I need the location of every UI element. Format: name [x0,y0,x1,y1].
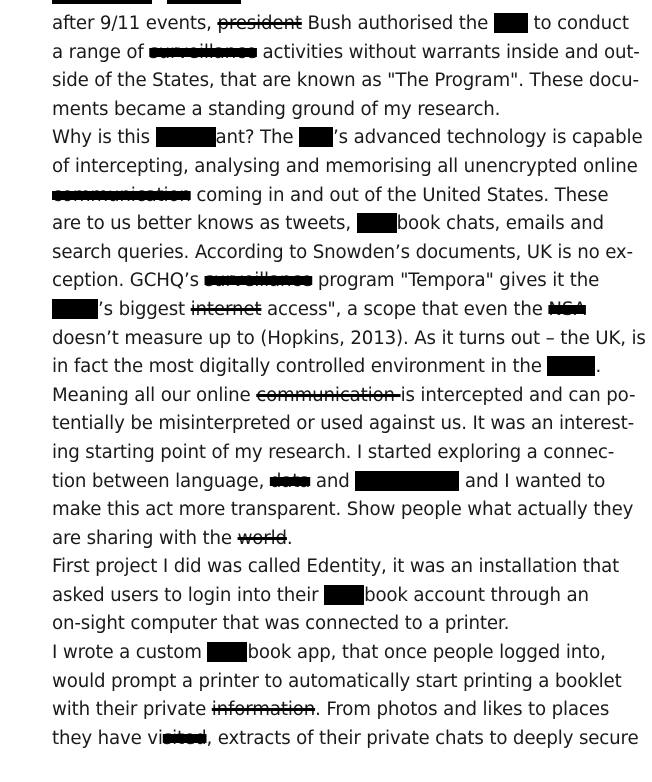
text-line [52,39,640,68]
clipped-previous-line [52,0,612,4]
text-run: . [595,356,602,378]
text-run: First project I did was called Edentity, it was an installation that [52,556,620,578]
redaction-bar [52,0,152,4]
text-run: access", a scope that even the [261,298,549,320]
text-run: ments became a standing ground of my research. [52,98,501,120]
text-line [52,725,639,754]
text-run: would prompt a printer to automatically start printing a booklet [52,670,622,692]
text-run: ’s biggest [98,298,191,320]
text-run: are sharing with the [52,527,238,549]
text-line [52,696,622,725]
redaction-bar [357,213,397,233]
struck-word: world [237,527,287,549]
text-line [52,153,638,182]
text-line [52,439,622,468]
redaction-bar [324,585,364,605]
text-line [52,267,622,296]
text-run: they have vi [52,727,163,749]
text-run: tentially be misinterpreted or used against us. It was an interest- [52,413,634,435]
struck-word: president [217,13,302,34]
text-run: Bush authorised the [301,13,494,34]
text-run: book app, that once people logged into, [247,642,606,664]
text-run: make this act more transparent. Show people what actually they [52,499,634,521]
text-line [52,639,622,668]
redaction-bar [156,127,216,147]
text-run: in fact the most digitally controlled environment in the [52,356,548,378]
text-run: to conduct [527,13,629,34]
text-run: asked users to login into their [52,584,325,606]
struck-word: data [269,470,311,492]
text-line [52,410,634,439]
text-run: Why is this [52,127,156,149]
struck-word: communication [52,184,191,206]
text-line [52,468,622,497]
text-line [52,582,622,611]
text-run: and I wanted to [459,470,606,492]
text-line [52,325,646,354]
struck-word: surveillance [204,270,313,292]
text-run: activities without warrants inside and out- [256,41,640,63]
text-run: and [310,470,356,492]
text-line [52,668,622,697]
text-line [52,382,636,411]
text-run: book chats, emails and [396,213,604,235]
redaction-bar [355,471,459,491]
text-run: after 9/11 events, [52,13,218,34]
text-run: are to us better knows as tweets, [52,213,357,235]
text-run: ing starting point of my research. I started exploring a connec- [52,441,615,463]
text-run: book account through an [364,584,589,606]
text-line [52,296,622,325]
text-run: , extracts of their private chats to deeply secure [206,727,639,749]
text-line [52,496,634,525]
text-run: with their private [52,699,212,721]
text-run: Meaning all our online [52,384,257,406]
text-line [52,553,622,582]
text-run: ’s advanced technology is capable [333,127,643,149]
redaction-bar [547,356,595,376]
struck-word: communication [256,384,401,406]
text-line [52,96,622,125]
text-run: is intercepted and can po- [400,384,636,406]
redaction-bar [167,0,241,4]
struck-word: surveillance [149,41,257,63]
text-line [52,10,629,39]
text-line [52,610,622,639]
text-run: coming in and out of the United States. These [190,184,609,206]
document-body [52,10,646,753]
text-run: on-sight computer that was connected to a printer. [52,613,510,635]
text-run: . From photos and likes to places [315,699,610,721]
text-line [52,210,622,239]
redaction-bar [299,127,333,147]
text-run: ant? The [215,127,300,149]
struck-word: information [211,699,316,721]
text-run: of intercepting, analysing and memorising all unencrypted online [52,155,638,177]
text-line [52,525,622,554]
text-line [52,182,622,211]
text-run: I wrote a custom [52,642,208,664]
text-line [52,67,639,96]
text-run: ception. GCHQ’s [52,270,205,292]
struck-word: sited [162,727,207,749]
text-run: program "Tempora" gives it the [312,270,600,292]
text-line [52,353,622,382]
redaction-bar [52,299,98,319]
text-run: tion between language, [52,470,270,492]
struck-word: NSA [548,298,586,320]
text-run: search queries. According to Snowden’s documents, UK is no ex- [52,241,633,263]
text-run: a range of [52,41,150,63]
text-run: . [286,527,293,549]
struck-word: internet [190,298,262,320]
redaction-bar [207,642,247,662]
text-line [52,124,643,153]
text-run: side of the States, that are known as "The Program". These docu- [52,70,639,92]
text-run: doesn’t measure up to (Hopkins, 2013). As it turns out – the UK, is [52,327,646,349]
text-line [52,239,633,268]
redaction-bar [494,13,528,33]
